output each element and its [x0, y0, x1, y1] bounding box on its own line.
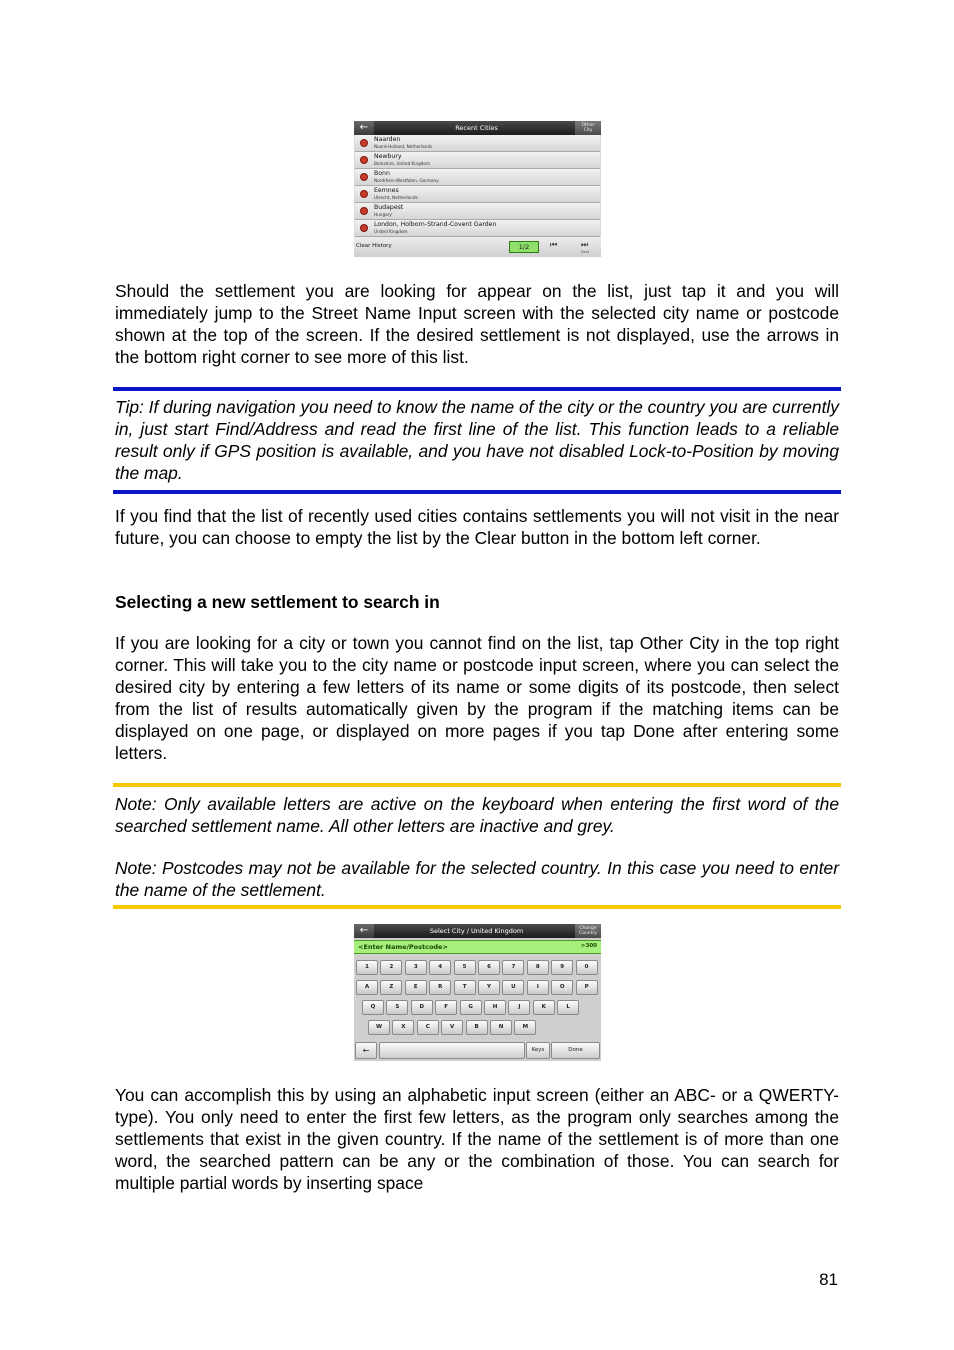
key-3[interactable]: 3	[405, 960, 427, 975]
space-bar[interactable]	[379, 1042, 525, 1059]
key-2[interactable]: 2	[380, 960, 402, 975]
city-row[interactable]	[355, 169, 600, 186]
key-c[interactable]: C	[417, 1020, 439, 1035]
next-label: Next	[581, 250, 590, 254]
key-x[interactable]: X	[392, 1020, 414, 1035]
key-s[interactable]: S	[386, 1000, 408, 1015]
note-bottom-rule	[113, 905, 841, 909]
key-4[interactable]: 4	[429, 960, 451, 975]
city-row[interactable]	[355, 152, 600, 169]
key-7[interactable]: 7	[502, 960, 524, 975]
page-number: 81	[819, 1270, 838, 1289]
note-available-letters: Note: Only available letters are active on the keyboard when entering the first word of the searched settlement name. All other letters are inactive and grey.	[115, 794, 839, 836]
change-country-button[interactable]	[575, 924, 601, 938]
city-row[interactable]	[355, 203, 600, 220]
city-name: Bonn	[374, 170, 390, 177]
location-pin-icon	[360, 224, 368, 232]
key-n[interactable]: N	[490, 1020, 512, 1035]
tip-paragraph: Tip: If during navigation you need to know the name of the city or the country you are currently in, just start Find/Address and read the first line of the list. This function leads to a reliable result only if GPS position is available, and you have not disabled Lock-to-Position by moving the map.	[115, 397, 839, 483]
other-city-button[interactable]	[575, 121, 601, 135]
paragraph-settlement-list: Should the settlement you are looking for appear on the list, just tap it and you will immediately jump to the Street Name Input screen with the selected city name or postcode shown at the top of the screen. If the desired settlement is not displayed, use the arrows in the bottom right corner to see more of this list.	[115, 281, 839, 367]
recent-cities-screenshot	[354, 121, 601, 257]
key-y[interactable]: Y	[478, 980, 500, 995]
tip-bottom-rule	[113, 490, 841, 494]
city-name: Eemnes	[374, 187, 399, 194]
select-city-header	[354, 924, 601, 938]
key-1[interactable]: 1	[356, 960, 378, 975]
change-country-label-line1: Change	[579, 926, 597, 931]
back-button[interactable]	[354, 121, 374, 135]
key-9[interactable]: 9	[551, 960, 573, 975]
select-city-title: Select City / United Kingdom	[429, 927, 524, 935]
arrow-left-icon: ←	[359, 925, 369, 936]
location-pin-icon	[360, 207, 368, 215]
key-j[interactable]: J	[508, 1000, 530, 1015]
city-name: Newbury	[374, 153, 402, 160]
city-region: Utrecht, Netherlands	[374, 195, 418, 200]
paragraph-clear-list: If you find that the list of recently used cities contains settlements you will not visit in the near future, you can choose to empty the list by the Clear button in the bottom left corner.	[115, 506, 839, 548]
location-pin-icon	[360, 190, 368, 198]
backspace-arrow-icon: ←	[362, 1046, 370, 1055]
key-u[interactable]: U	[502, 980, 524, 995]
key-p[interactable]: P	[576, 980, 598, 995]
location-pin-icon	[360, 173, 368, 181]
key-0[interactable]: 0	[576, 960, 598, 975]
key-q[interactable]: Q	[362, 1000, 384, 1015]
key-z[interactable]: Z	[380, 980, 402, 995]
city-region: United Kingdom	[374, 229, 408, 234]
city-search-input[interactable]	[354, 940, 601, 954]
select-city-keyboard-screenshot	[354, 924, 601, 1061]
section-heading: Selecting a new settlement to search in	[115, 592, 440, 612]
key-b[interactable]: B	[466, 1020, 488, 1035]
city-row[interactable]	[355, 186, 600, 203]
key-t[interactable]: T	[454, 980, 476, 995]
done-button[interactable]: Done	[551, 1042, 600, 1059]
key-l[interactable]: L	[557, 1000, 579, 1015]
recent-cities-footer	[354, 237, 601, 257]
city-region: Berkshire, United Kingdom	[374, 161, 431, 166]
key-e[interactable]: E	[405, 980, 427, 995]
location-pin-icon	[360, 139, 368, 147]
city-row[interactable]	[355, 135, 600, 152]
back-button[interactable]	[354, 924, 374, 938]
keyboard-bottom-bar	[354, 1040, 601, 1061]
key-w[interactable]: W	[368, 1020, 390, 1035]
key-g[interactable]: G	[460, 1000, 482, 1015]
key-h[interactable]: H	[484, 1000, 506, 1015]
key-k[interactable]: K	[533, 1000, 555, 1015]
note-top-rule	[113, 783, 841, 787]
city-row[interactable]	[355, 220, 600, 237]
city-name: Budapest	[374, 204, 404, 211]
city-region: Hungary	[374, 212, 392, 217]
city-name: London, Holborn-Strand-Covent Garden	[374, 221, 497, 228]
paragraph-other-city: If you are looking for a city or town you cannot find on the list, tap Other City in the top right corner. This will take you to the city name or postcode input screen, where you can select the desired city by entering a few letters of its name or some digits of its postcode, then select from the list of results automatically given by the program if the matching items can be displayed on one page, or displayed on more pages if you tap Done after entering some letters.	[115, 633, 839, 763]
skip-forward-icon[interactable]: ⏭	[581, 240, 589, 249]
key-v[interactable]: V	[441, 1020, 463, 1035]
input-placeholder: <Enter Name/Postcode>	[358, 943, 448, 951]
recent-cities-header	[354, 121, 601, 135]
city-name: Naarden	[374, 136, 401, 143]
result-count: >300	[580, 943, 597, 949]
key-6[interactable]: 6	[478, 960, 500, 975]
key-f[interactable]: F	[435, 1000, 457, 1015]
key-o[interactable]: O	[551, 980, 573, 995]
recent-cities-title: Recent Cities	[455, 124, 498, 132]
backspace-button[interactable]	[355, 1042, 377, 1059]
tip-top-rule	[113, 387, 841, 391]
change-country-label-line2: Country	[579, 931, 597, 936]
other-city-label-line1: Other	[581, 123, 595, 128]
keys-button[interactable]: Keys	[526, 1042, 550, 1059]
page-indicator: 1/2	[509, 241, 539, 253]
key-i[interactable]: I	[527, 980, 549, 995]
paragraph-alphabetic-input: You can accomplish this by using an alphabetic input screen (either an ABC- or a QWERTY-type). You only need to enter the first few letters, as the program only searches among the settlements that exist in the given country. If the name of the settlement is of more than one word, the searched pattern can be any or the combination of those. You can search for multiple partial words by inserting space	[115, 1085, 839, 1193]
key-m[interactable]: M	[514, 1020, 536, 1035]
clear-history-button[interactable]: Clear History	[356, 243, 392, 249]
city-region: Noord-Holland, Netherlands	[374, 144, 433, 149]
other-city-label-line2: City	[583, 128, 593, 133]
key-5[interactable]: 5	[454, 960, 476, 975]
note-postcodes: Note: Postcodes may not be available for the selected country. In this case you need to enter the name of the settlement.	[115, 858, 839, 900]
city-region: Nordrhein-Westfalen, Germany	[374, 178, 439, 183]
skip-back-icon[interactable]: ⏮	[550, 240, 558, 249]
key-8[interactable]: 8	[527, 960, 549, 975]
key-a[interactable]: A	[356, 980, 378, 995]
key-r[interactable]: R	[429, 980, 451, 995]
location-pin-icon	[360, 156, 368, 164]
key-d[interactable]: D	[411, 1000, 433, 1015]
arrow-left-icon: ←	[359, 122, 369, 133]
